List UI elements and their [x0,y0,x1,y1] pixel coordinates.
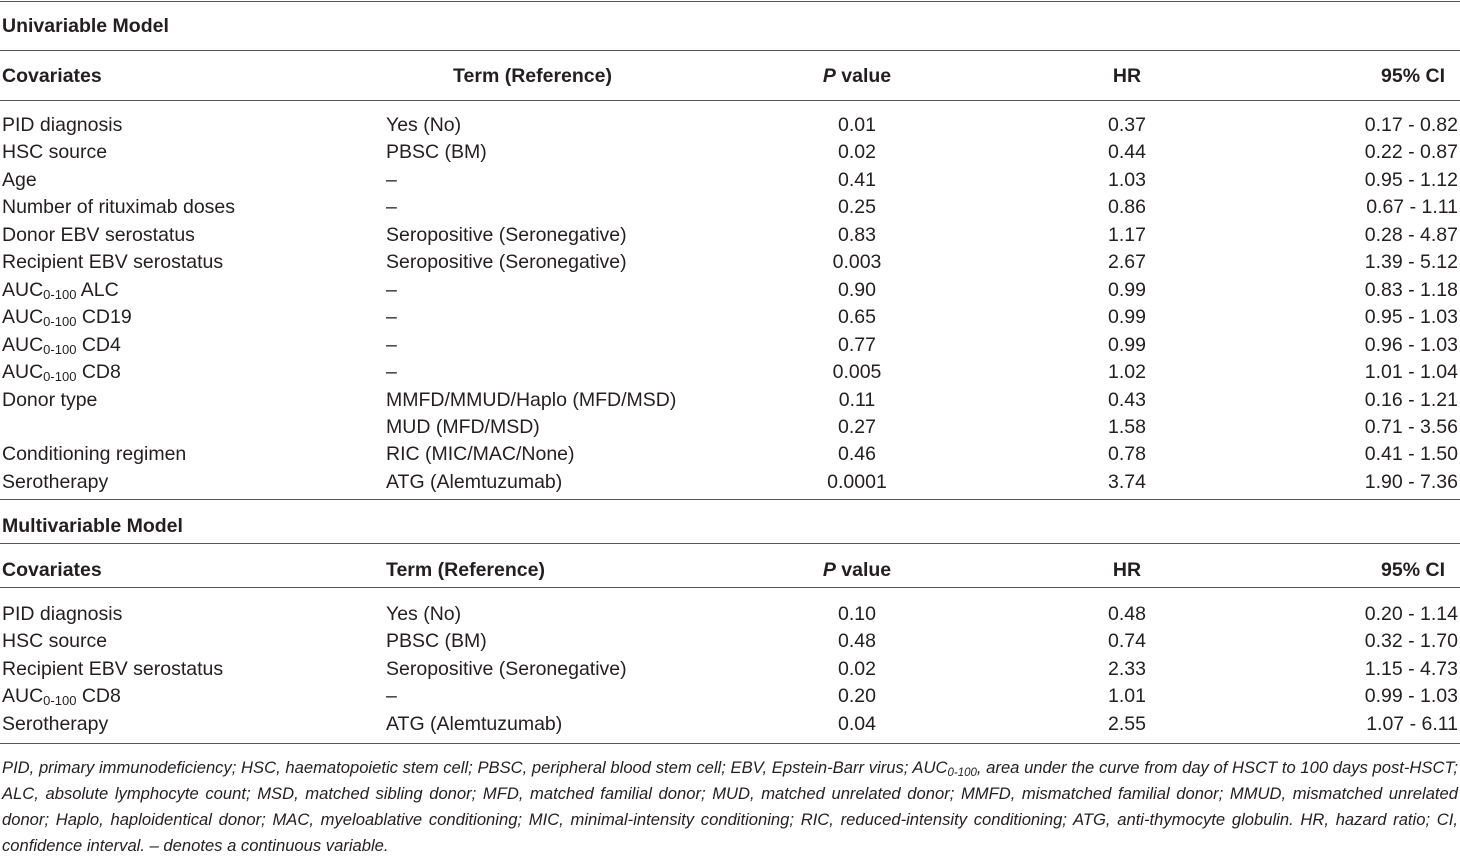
cell-covariate: Recipient EBV serostatus [2,251,224,274]
cell-p-value: 0.90 [838,278,876,301]
cell-hr: 0.86 [1108,196,1146,219]
header-p-value: P value [822,65,892,87]
header-covariates: Covariates [2,65,102,87]
table-row [0,249,1460,276]
cell-p-value: 0.02 [838,141,876,164]
cell-ci: 1.39 - 5.12 [1364,251,1458,274]
cell-hr: 0.37 [1108,114,1146,136]
cell-ci: 0.32 - 1.70 [1364,630,1458,653]
table-row [0,441,1460,468]
cell-term: Seropositive (Seronegative) [386,223,627,246]
cell-ci: 1.07 - 6.11 [1366,712,1458,735]
header-term: Term (Reference) [386,559,545,581]
cell-term: – [386,685,397,708]
cell-covariate: Donor EBV serostatus [2,223,195,246]
table-row [0,359,1460,386]
cell-p-value: 0.27 [838,415,876,438]
cell-term: MUD (MFD/MSD) [386,415,540,438]
cell-covariate: Number of rituximab doses [2,196,236,219]
table-row [0,711,1460,738]
header-hr: HR [1112,559,1142,581]
cell-term: RIC (MIC/MAC/None) [386,443,575,466]
cell-p-value: 0.48 [838,630,876,653]
table-row [0,601,1460,628]
cell-covariate: Conditioning regimen [2,443,187,466]
header-hr: HR [1112,65,1142,87]
header-term: Term (Reference) [453,65,612,87]
cell-ci: 0.95 - 1.12 [1364,168,1458,191]
cell-covariate: $AUC_{0-100}$ CD8 [2,685,121,709]
cell-term: – [386,196,397,219]
table-row [0,656,1460,683]
cell-hr: 3.74 [1108,470,1146,493]
cell-hr: 0.99 [1108,306,1146,329]
cell-covariate: Serotherapy [2,712,109,735]
cell-ci: 0.41 - 1.50 [1364,443,1458,466]
cell-hr: 0.44 [1108,141,1146,164]
cell-p-value: 0.0001 [827,470,887,493]
cell-covariate: $AUC_{0-100}$ CD19 [2,306,132,330]
table-row [0,194,1460,221]
cell-covariate: HSC source [2,141,108,164]
cell-ci: 1.15 - 4.73 [1364,657,1458,680]
cell-term: Seropositive (Seronegative) [386,251,627,274]
cell-p-value: 0.41 [838,168,876,191]
multivariable-title-rule [0,543,1460,544]
cell-p-value: 0.25 [838,196,876,219]
table-row [0,387,1460,414]
univariable-title: Univariable Model [2,15,169,37]
table-row [0,683,1460,710]
cell-term: Yes (No) [386,603,462,625]
cell-hr: 2.33 [1108,657,1146,680]
univariable-title-rule [0,50,1460,51]
cell-term: Yes (No) [386,114,462,136]
cell-hr: 0.99 [1108,333,1146,356]
cell-term: – [386,278,397,301]
cell-covariate: $AUC_{0-100}$ ALC [2,278,119,302]
cell-covariate: PID diagnosis [2,603,123,625]
cell-ci: 0.20 - 1.14 [1364,603,1458,625]
univariable-header-rule [0,100,1460,101]
header-covariates: Covariates [2,559,102,581]
cell-ci: 0.71 - 3.56 [1364,415,1458,438]
top-rule [0,1,1460,2]
cell-p-value: 0.83 [838,223,876,246]
cell-term: – [386,306,397,329]
cell-covariate: Age [2,168,37,191]
cell-covariate: Recipient EBV serostatus [2,657,224,680]
multivariable-title: Multivariable Model [2,515,183,537]
cell-p-value: 0.003 [832,251,882,274]
cell-covariate: PID diagnosis [2,114,123,136]
table-row [0,167,1460,194]
cell-term: PBSC (BM) [386,630,487,653]
cell-hr: 0.43 [1108,388,1146,411]
cell-term: – [386,168,397,191]
cell-term: MMFD/MMUD/Haplo (MFD/MSD) [386,388,677,411]
table-row [0,414,1460,441]
header-ci: 95% CI [1381,559,1445,581]
cell-p-value: 0.02 [838,657,876,680]
cell-ci: 0.96 - 1.03 [1364,333,1458,356]
cell-ci: 0.95 - 1.03 [1364,306,1458,329]
cell-hr: 0.48 [1108,603,1146,625]
cell-hr: 2.67 [1108,251,1146,274]
univariable-bottom-rule [0,499,1460,500]
cell-ci: 0.28 - 4.87 [1364,223,1458,246]
cell-ci: 0.16 - 1.21 [1364,388,1458,411]
header-p-value: P value [822,559,892,581]
multivariable-header-rule [0,587,1460,588]
cell-p-value: 0.46 [838,443,876,466]
cell-term: ATG (Alemtuzumab) [386,470,563,493]
cell-hr: 1.02 [1108,361,1146,384]
cell-term: PBSC (BM) [386,141,487,164]
cell-hr: 0.99 [1108,278,1146,301]
table-footnote: PID, primary immunodeficiency; HSC, haematopoietic stem cell; PBSC, peripheral blood stem cell; EBV, Epstein-Barr virus; $AUC_{0-100}$, area under the curve from day of HSCT to 100 days post-HSCT; ALC, absolute lymphocyte count; MSD, matched sibling donor; MFD, matched familial donor; MUD, matched unrelated donor; MMFD, mismatched familial donor; MMUD, mismatched unrelated donor; Haplo, haploidentical donor; MAC, myeloablative conditioning; MIC, minimal-intensity conditioning; RIC, reduced-intensity conditioning; ATG, anti-thymocyte globulin. HR, hazard ratio; CI, confidence interval. – denotes a continuous variable. [2,758,1458,855]
cell-p-value: 0.20 [838,685,876,708]
multivariable-bottom-rule [0,743,1460,744]
table-row [0,112,1460,139]
cell-p-value: 0.10 [838,603,876,625]
cell-p-value: 0.11 [838,388,876,411]
cell-covariate: $AUC_{0-100}$ CD4 [2,333,121,357]
table-row [0,628,1460,655]
cell-term: ATG (Alemtuzumab) [386,712,563,735]
cell-p-value: 0.65 [838,306,876,329]
cell-ci: 0.99 - 1.03 [1364,685,1458,708]
cell-hr: 1.03 [1108,168,1146,191]
cell-hr: 1.17 [1108,223,1146,246]
cell-ci: 0.83 - 1.18 [1364,278,1458,301]
cell-p-value: 0.005 [832,361,882,384]
cell-hr: 0.78 [1108,443,1146,466]
table-row [0,304,1460,331]
univariable-header-row [0,63,1460,90]
cell-covariate: Donor type [2,388,98,411]
cell-covariate: HSC source [2,630,108,653]
multivariable-header-row [0,557,1460,584]
cell-ci: 0.22 - 0.87 [1364,141,1458,164]
table-row [0,222,1460,249]
cell-covariate: $AUC_{0-100}$ CD8 [2,361,121,385]
cell-term: Seropositive (Seronegative) [386,657,627,680]
cell-hr: 0.74 [1108,630,1146,653]
cell-hr: 2.55 [1108,712,1146,735]
cell-term: – [386,333,397,356]
cell-ci: 1.90 - 7.36 [1364,470,1458,493]
table-row [0,469,1460,496]
table-row [0,139,1460,166]
cell-hr: 1.58 [1108,415,1146,438]
cell-ci: 0.67 - 1.11 [1366,196,1458,219]
cell-term: – [386,361,397,384]
cell-covariate: Serotherapy [2,470,109,493]
cell-p-value: 0.77 [838,333,876,356]
cell-p-value: 0.04 [838,712,876,735]
cell-hr: 1.01 [1108,685,1146,708]
cell-p-value: 0.01 [838,114,876,136]
table-row [0,277,1460,304]
cell-ci: 0.17 - 0.82 [1364,114,1458,136]
cell-ci: 1.01 - 1.04 [1364,361,1458,384]
table-row [0,332,1460,359]
header-ci: 95% CI [1381,65,1445,87]
